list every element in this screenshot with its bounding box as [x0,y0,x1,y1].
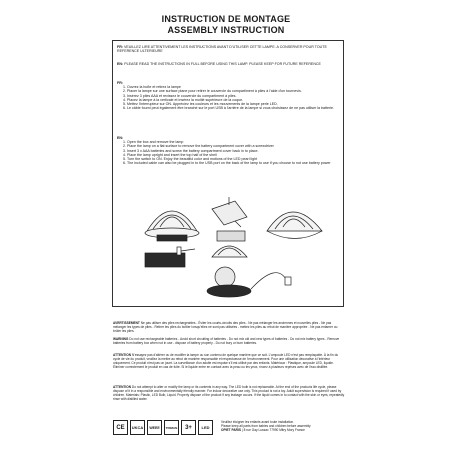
triman-icon: TRIMAN [164,420,179,435]
assembled-lamp-illustration [207,267,291,297]
ce-mark-icon: CE [113,420,128,435]
company-address: | 8 rue Gay Lussac 77990 Mitry Mory France [241,428,305,432]
ukca-mark-icon: UKCA [130,420,145,435]
weee-bin-icon: WEEE [147,420,162,435]
step-en-item: 1. Open the box and remove the lamp [127,140,339,144]
step-en-item: 6. The included cable can also be plugged in to the USB port on the back of the lamp to use if you choose to not use battery power [127,161,339,165]
step-fr-item: 4. Placez la lampe à la verticale et insérez la moitié supérieure de la coque. [127,98,339,102]
step-fr-item: 5. Mettez l'interrupteur sur ON. Appréciez les couleurs et les mouvements de la lampe perle LED. [127,102,339,106]
steps-fr [117,81,339,110]
attention-fr [113,354,345,370]
intro-en-text: PLEASE READ THE INSTRUCTIONS IN FULL BEFORE USING THIS LAMP. PLEASE KEEP FOR FUTURE REFERENCE [124,62,321,66]
attention-en [113,386,345,402]
step-en-item: 5. Turn the switch to ON. Enjoy the beautiful color and motions of the LED pearl light [127,157,339,161]
footer-text [221,420,345,432]
attention-text: Do not attempt to alter or modify the lamp or its contents in any way. The LED bulb is not replaceable. At the end of the products life cycle, please dispose of it in a responsible and environmentally friendly manner. For indoor decorative use only. This product is not a toy. Adult supervision is required if used by children. Materials: Plastic, LED Bulb, Liquid. Properly dispose of the product if any leakage occurs. If the liquid comes in to contact with the skin or eyes, repeatedly rinse with distilled water. [113,385,345,401]
steps-en [117,136,339,165]
step-fr-item: 1. Ouvrez la boîte et retirez la lampe [127,85,339,89]
lamp-base-illustration [145,247,195,267]
warning-en [113,338,345,346]
instructions-box [112,40,344,307]
led-icon: LED [198,420,213,435]
intro-fr-text: VEUILLEZ LIRE ATTENTIVEMENT LES INSTRUCTIONS AVANT D'UTILISER CETTE LAMPE. A CONSERVER POUR TOUTE REFERENCE ULTERIEURE [117,45,327,54]
attention-label: ATTENTION [113,353,132,357]
warning-label: AVERTISSEMENT [113,321,140,325]
intro-en-label: EN: [117,62,124,66]
title-fr: INSTRUCTION DE MONTAGE [161,14,291,24]
step-fr-item: 6. Le câble fourni peut également être branché sur le port USB à l'arrière de la lampe si vous choisissez de ne pas utiliser la batterie. [127,106,339,110]
intro-fr [117,45,339,53]
company-name: OPIET PARIS [221,428,241,432]
attention-label: ATTENTION [113,385,132,389]
footer-text-fr: Veuillez éloigner les enfants avant toute installation. [221,420,295,424]
intro-fr-label: FR: [117,45,123,49]
battery-compartment-illustration [212,197,247,241]
step-fr-item: 2. Placer la lampe sur une surface plane pour retirer le couvercle du compartiment à piles à l'aide d'un tournevis. [127,89,339,93]
shell-top-illustration [267,212,322,239]
footer [113,418,345,440]
title-en: ASSEMBLY INSTRUCTION [167,25,285,35]
attention-text: N'essayez pas d'altérer ou de modifier la lampe ou son contenu de quelque manière que ce soit. L'ampoule LED n'est pas remplaçable. À la fin du cycle de vie du produit, veuillez la mettre au rebut de manière responsable et respectueuse de l'environnement. Pour une utilisation décorative à l'intérieur uniquement. Ce produit n'est pas un jouet. La surveillance d'un adulte est requise s'il est utilisé par des enfants. Matériaux : Plastique, ampoule LED, liquide. Éliminer correctement le produit en cas de fuite. Si le liquide entre en contact avec la peau ou les yeux, rincez à plusieurs reprises avec de l'eau distillée. [113,353,339,369]
assembly-illustration [117,191,341,305]
step-en-item: 2. Place the lamp on a flat surface to remove the battery compartment cover with a screwdriver [127,144,339,148]
step-en-item: 3. Insert 3 x AAA batteries and screw the battery compartment cover back in to place. [127,149,339,153]
intro-en [117,62,339,66]
age-warning-icon: 3+ [181,420,196,435]
shell-insert-illustration [212,246,247,257]
footer-text-en: Please keep all parts from babies and children before assembly [221,424,311,428]
warning-text: Ne pas utiliser des piles rechargeables - Éviter les courts-circuits des piles - Ne pas mélanger les anciennes et nouvelles piles - Ne pas mélanger les types de piles - Retirer les piles du boîtier lorsqu'elles ne sont pas utilisées - mettez les piles au rebut de manière appropriée - Ne pas entamer ou brûler les piles. [113,321,338,333]
warning-fr [113,322,345,334]
steps-fr-label: FR: [117,81,123,85]
company-line [221,428,345,432]
shell-lamp-open-illustration [145,211,199,241]
step-en-item: 4. Place the lamp upright and insert the top half of the shell [127,153,339,157]
warning-label: WARNING [113,337,129,341]
warning-text: Do not use rechargeable batteries - Avoid short circuiting of batteries - Do not mix old and new types of batteries - Do not mix battery types - Remove batteries from battery box when not in use - dispose of battery properly - Do not bury or burn batteries. [113,337,340,345]
step-fr-item: 3. Insérez 3 piles AAA et revissez le couvercle du compartiment à piles. [127,94,339,98]
steps-en-label: EN: [117,136,124,140]
